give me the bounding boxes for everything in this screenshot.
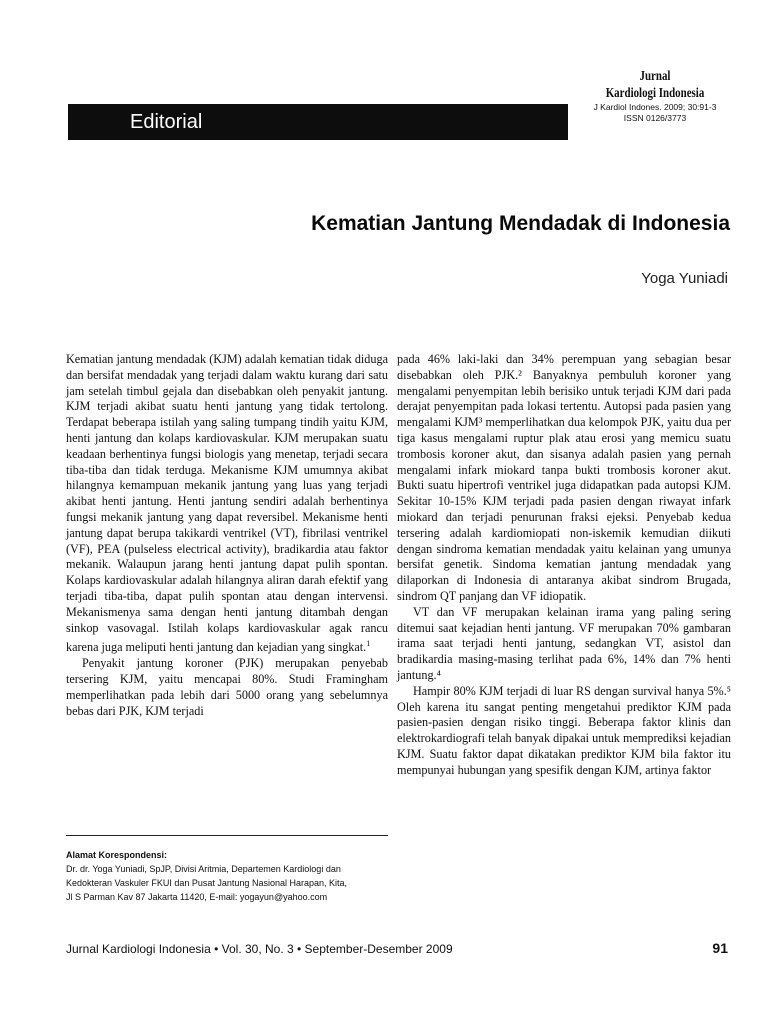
article-title: Kematian Jantung Mendadak di Indonesia — [311, 212, 730, 235]
body-paragraph: Penyakit jantung koroner (PJK) merupakan penyebab tersering KJM, yaitu mencapai 80%. Studi Framingham memperlihatkan pada lebih dari 5000 orang yang sebelumnya bebas dari PJK, KJM terjadi — [66, 656, 388, 718]
journal-citation: J Kardiol Indones. 2009; 30:91-3 — [593, 102, 717, 112]
correspondence-line: Dr. dr. Yoga Yuniadi, SpJP, Divisi Aritmia, Departemen Kardiologi dan — [66, 864, 341, 874]
section-label-bar — [68, 104, 568, 140]
journal-name-line2: Kardiologi Indonesia — [605, 86, 705, 101]
section-label: Editorial — [130, 111, 203, 133]
body-paragraph: Hampir 80% KJM terjadi di luar RS dengan survival hanya 5%.⁵ Oleh karena itu sangat penting mengetahui prediktor KJM pada pasien-pasien dengan risiko tinggi. Beberapa faktor klinis dan elektrokardiografi telah banyak dipakai untuk memprediksi kejadian KJM. Suatu faktor dapat dikatakan prediktor KJM bila faktor itu mempunyai hubungan yang spesifik dengan KJM, artinya faktor — [397, 683, 731, 777]
paragraph-text: Kematian jantung mendadak (KJM) adalah kematian tidak diduga dan bersifat mendadak yang terjadi dalam waktu kurang dari satu jam setelah timbul gejala dan disebabkan oleh penyakit jantung. KJM terjadi akibat suatu henti jantung yang tidak tertolong. Terdapat beberapa istilah yang saling tumpang tindih yaitu KJM, henti jantung dan kolaps kardiovaskular. KJM merupakan suatu keadaan berhentinya fungsi biologis yang menetap, terjadi secara tiba-tiba dan tidak terduga. Mekanisme KJM umumnya akibat hilangnya kemampuan mekanik jantung yang luas yang terjadi akibat henti jantung. Henti jantung sendiri adalah berhentinya fungsi mekanik jantung yang dapat reversibel. Mekanisme henti jantung dapat berupa takikardi ventrikel (VT), fibrilasi ventrikel (VF), PEA (pulseless electrical activity), bradikardia atau faktor mekanik. Walaupun jarang henti jantung dapat pulih spontan. Kolaps kardiovaskular adalah hilangnya aliran darah efektif yang terjadi tiba-tiba, dapat pulih spontan atau dengan intervensi. Mekanismenya sama dengan henti jantung ditambah dengan sinkop vasovagal. Istilah kolaps kardiovaskular agak rancu karena juga meliputi henti jantung dan kejadian yang singkat. — [66, 352, 388, 655]
correspondence-line: Jl S Parman Kav 87 Jakarta 11420, E-mail: yogayun@yahoo.com — [66, 892, 328, 902]
page-number: 91 — [712, 940, 728, 956]
reference-marker: 1 — [366, 639, 371, 649]
correspondence-line: Kedokteran Vaskuler FKUI dan Pusat Jantung Nasional Harapan, Kita, — [66, 878, 347, 888]
body-paragraph: pada 46% laki-laki dan 34% perempuan yang sebagian besar disebabkan oleh PJK.² Banyaknya pembuluh koroner yang mengalami penyempitan lebih berisiko untuk terjadi KJM dari pada derajat penyempitan pada lokasi tertentu. Autopsi pada pasien yang mengalami KJM³ memperlihatkan dua kelompok PJK, yaitu dua per tiga kasus mengalami ruptur plak atau erosi yang memicu suatu trombosis koroner akut, dan sisanya adalah pasien yang pernah mengalami infark miokard tanpa bukti trombosis koroner akut. Bukti suatu hipertrofi ventrikel juga didapatkan pada autopsi KJM. Sekitar 10-15% KJM terjadi pada pasien dengan riwayat infark miokard dan terjadi penurunan fraksi ejeksi. Penyebab kedua tersering adalah kardiomiopati non-iskemik kemudian diikuti dengan sindroma kematian mendadak yaitu kelainan yang umunya bersifat genetik. Sindoma kematian jantung mendadak yang dilaporkan di Indonesia di antaranya akibat sindrom Brugada, sindrom QT panjang dan VF idiopatik. — [397, 352, 731, 603]
body-column-left — [66, 352, 388, 719]
journal-masthead — [560, 68, 750, 124]
article-author: Yoga Yuniadi — [641, 270, 728, 287]
body-paragraph — [66, 352, 388, 656]
footnote-divider — [66, 835, 388, 836]
journal-name-line1: Jurnal — [639, 69, 671, 84]
body-paragraph: VT dan VF merupakan kelainan irama yang paling sering ditemui saat kejadian henti jantung. VF merupakan 70% gambaran irama saat terjadi henti jantung, sedangkan VT, asistol dan bradikardia masing-masing terlihat pada 6%, 14% dan 7% henti jantung.⁴ — [397, 604, 731, 682]
body-column-right — [397, 352, 731, 779]
footer-journal-issue: Jurnal Kardiologi Indonesia • Vol. 30, No. 3 • September-Desember 2009 — [66, 942, 453, 956]
correspondence-heading: Alamat Korespondensi: — [66, 850, 168, 860]
correspondence-block — [66, 848, 396, 904]
journal-issn: ISSN 0126/3773 — [623, 113, 687, 123]
